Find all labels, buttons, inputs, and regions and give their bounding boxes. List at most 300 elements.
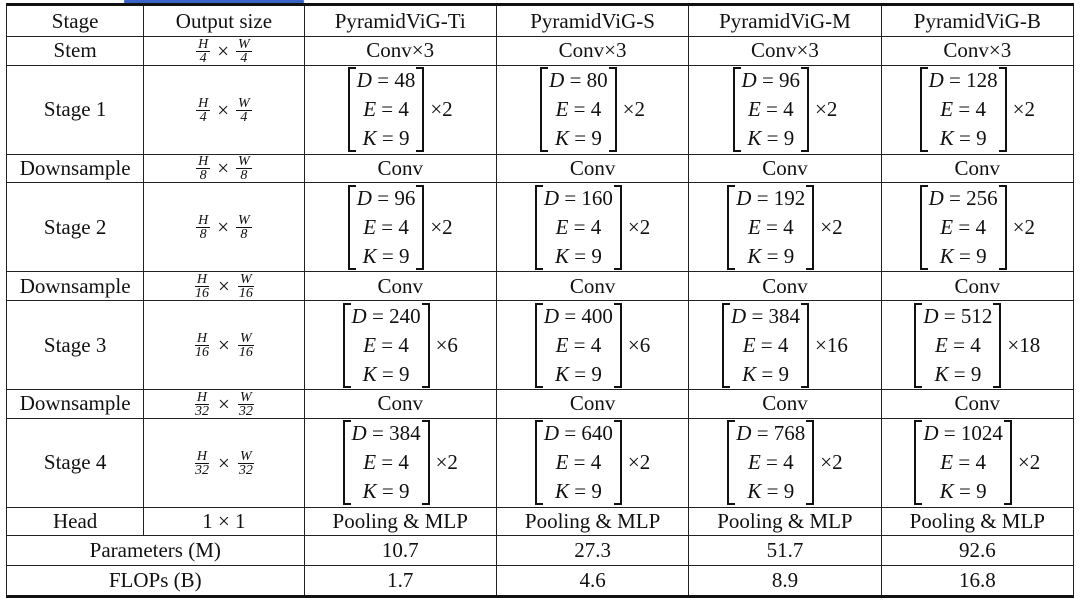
matrix-value: 128 — [966, 68, 998, 93]
row-label: Parameters (M) — [7, 535, 305, 565]
output-size-cell — [144, 418, 304, 507]
matrix-variable: E — [940, 214, 954, 239]
row-label: Stage 4 — [7, 418, 144, 507]
output-size-cell — [144, 65, 304, 154]
matrix-line — [736, 213, 805, 242]
matrix-line — [929, 95, 998, 124]
op-cell: Pooling & MLP — [304, 507, 496, 535]
matrix-line — [736, 448, 805, 477]
equals-sign: = — [376, 332, 399, 357]
block-matrix — [914, 302, 1001, 389]
block-matrix — [535, 302, 622, 389]
matrix-line — [731, 360, 800, 389]
equals-sign: = — [943, 185, 967, 210]
matrix-value: 9 — [783, 126, 795, 151]
block-config — [535, 184, 650, 271]
matrix-variable: E — [363, 97, 377, 122]
block-config — [914, 419, 1040, 506]
matrix-variable: D — [356, 185, 372, 210]
block-config — [348, 66, 453, 153]
matrix-value: 4 — [975, 214, 986, 239]
block-repeat: ×18 — [1007, 332, 1041, 357]
fraction-numerator: W — [238, 36, 250, 52]
block-cell — [304, 183, 496, 272]
equals-sign: = — [947, 332, 971, 357]
matrix-line — [352, 419, 421, 448]
matrix-value: 96 — [394, 185, 416, 210]
equals-sign: = — [760, 97, 784, 122]
block-repeat: ×16 — [815, 332, 848, 357]
fraction-numerator: H — [196, 330, 208, 346]
equals-sign: = — [376, 126, 399, 151]
matrix-value: 9 — [976, 243, 987, 268]
value-cell: 16.8 — [881, 565, 1073, 596]
op-cell: Conv — [304, 272, 496, 301]
block-repeat: ×2 — [430, 97, 453, 122]
matrix-value: 640 — [581, 421, 613, 446]
matrix-variable: K — [554, 361, 569, 386]
matrix-value: 256 — [966, 185, 998, 210]
matrix-value: 9 — [591, 479, 602, 504]
block-matrix — [540, 66, 617, 153]
architecture-table — [6, 3, 1074, 598]
stage-row-2 — [7, 183, 1074, 272]
fraction — [237, 273, 255, 300]
matrix-variable: E — [555, 332, 569, 357]
block-repeat: ×2 — [1012, 214, 1035, 239]
fraction-denominator: 32 — [238, 403, 253, 419]
equals-sign: = — [938, 421, 961, 446]
equals-sign: = — [761, 126, 784, 151]
block-cell — [304, 65, 496, 154]
matrix-variable: E — [363, 214, 377, 239]
fraction — [237, 450, 255, 477]
matrix-line — [352, 448, 421, 477]
matrix-value: 9 — [783, 243, 795, 268]
matrix-value: 96 — [779, 68, 801, 93]
matrix-value: 768 — [773, 421, 806, 446]
matrix-value: 9 — [398, 126, 410, 151]
matrix-value: 4 — [975, 450, 986, 475]
block-cell — [496, 65, 688, 154]
matrix-variable: E — [747, 450, 761, 475]
row-label: Downsample — [7, 272, 144, 301]
fraction — [193, 332, 211, 359]
matrix-variable: E — [742, 332, 756, 357]
downsample-row-3 — [7, 390, 1074, 419]
block-matrix — [920, 66, 1007, 153]
matrix-variable: D — [543, 303, 560, 328]
fraction — [196, 38, 210, 65]
matrix-value: 9 — [398, 361, 410, 386]
matrix-value: 4 — [777, 332, 789, 357]
matrix-line — [544, 419, 613, 448]
op-cell: Conv — [304, 390, 496, 419]
row-label: Downsample — [7, 154, 144, 183]
fraction — [237, 391, 255, 418]
fraction-denominator: 16 — [194, 344, 209, 360]
matrix-line — [929, 124, 998, 153]
matrix-variable: E — [747, 97, 761, 122]
op-cell: Conv — [881, 154, 1073, 183]
fraction-denominator: 8 — [199, 168, 207, 184]
stage-row-3 — [7, 301, 1074, 390]
fraction-denominator: 8 — [199, 227, 207, 243]
matrix-value: 4 — [783, 450, 794, 475]
matrix-line — [736, 184, 805, 213]
downsample-row-1 — [7, 154, 1074, 183]
matrix-line — [352, 331, 421, 360]
header-model-b: PyramidViG-B — [881, 5, 1073, 37]
row-label: Downsample — [7, 390, 144, 419]
matrix-variable: E — [747, 214, 761, 239]
matrix-variable: E — [363, 332, 377, 357]
op-cell: Conv — [881, 272, 1073, 301]
block-repeat: ×2 — [820, 450, 843, 475]
block-cell — [689, 301, 881, 390]
block-repeat: ×2 — [627, 214, 651, 239]
fraction-numerator: W — [239, 272, 252, 288]
times-symbol: × — [217, 97, 230, 122]
matrix-line — [929, 66, 998, 95]
matrix-value: 9 — [783, 479, 795, 504]
output-size-cell — [144, 37, 304, 66]
matrix-line — [352, 302, 421, 331]
matrix-variable: E — [935, 332, 948, 357]
block-config — [535, 302, 650, 389]
matrix-value: 4 — [590, 450, 602, 475]
equals-sign: = — [568, 214, 591, 239]
stage-row-1 — [7, 65, 1074, 154]
block-config — [727, 184, 842, 271]
block-cell — [496, 183, 688, 272]
block-repeat: ×2 — [435, 450, 458, 475]
matrix-variable: K — [554, 243, 569, 268]
matrix-variable: D — [923, 421, 939, 446]
row-label: Stage 1 — [7, 65, 144, 154]
fraction — [193, 450, 211, 477]
architecture-table-wrapper — [6, 3, 1074, 598]
block-matrix — [914, 419, 1012, 506]
block-matrix — [727, 184, 814, 271]
fraction — [196, 155, 210, 182]
matrix-line — [929, 242, 998, 271]
matrix-line — [923, 448, 1003, 477]
matrix-line — [923, 419, 1003, 448]
matrix-line — [544, 360, 613, 389]
matrix-variable: K — [934, 361, 949, 386]
equals-sign: = — [953, 479, 977, 504]
matrix-line — [357, 213, 416, 242]
op-cell: Conv — [689, 390, 881, 419]
op-cell: Pooling & MLP — [689, 507, 881, 535]
fraction — [236, 155, 252, 182]
matrix-line — [544, 213, 613, 242]
matrix-line — [544, 184, 613, 213]
head-row — [7, 507, 1074, 535]
fraction-denominator: 8 — [240, 227, 248, 243]
times-symbol: × — [217, 274, 230, 299]
times-symbol: × — [217, 38, 230, 63]
matrix-variable: K — [742, 361, 757, 386]
block-matrix — [343, 419, 430, 506]
output-size-cell — [144, 390, 304, 419]
fraction-numerator: H — [196, 389, 208, 405]
block-cell — [689, 418, 881, 507]
op-cell: Pooling & MLP — [496, 507, 688, 535]
matrix-value: 4 — [783, 214, 794, 239]
downsample-row-2 — [7, 272, 1074, 301]
fraction-denominator: 4 — [199, 109, 207, 125]
times-symbol: × — [217, 215, 230, 240]
fraction-denominator: 8 — [240, 168, 248, 184]
value-cell: 4.6 — [496, 565, 688, 596]
params-row — [7, 535, 1074, 565]
block-repeat: ×2 — [622, 97, 646, 122]
op-cell: Conv — [881, 390, 1073, 419]
matrix-variable: D — [351, 303, 367, 328]
equals-sign: = — [569, 361, 592, 386]
output-size-cell: 1 × 1 — [144, 507, 304, 535]
matrix-variable: K — [362, 361, 377, 386]
table-body — [7, 37, 1074, 597]
block-cell — [881, 183, 1073, 272]
times-symbol: × — [217, 156, 230, 181]
matrix-line — [736, 477, 805, 506]
block-cell — [881, 65, 1073, 154]
op-cell: Conv×3 — [881, 37, 1073, 66]
fraction-numerator: H — [196, 272, 208, 288]
fraction — [193, 273, 211, 300]
value-cell: 1.7 — [304, 565, 496, 596]
equals-sign: = — [366, 303, 390, 328]
matrix-value: 4 — [398, 97, 409, 122]
fraction-numerator: W — [238, 95, 250, 111]
equals-sign: = — [376, 214, 399, 239]
matrix-variable: K — [362, 243, 377, 268]
matrix-value: 4 — [398, 214, 409, 239]
block-cell — [304, 418, 496, 507]
fraction-numerator: H — [198, 36, 209, 52]
matrix-line — [742, 95, 801, 124]
block-cell — [304, 301, 496, 390]
block-matrix — [343, 302, 430, 389]
header-stage: Stage — [7, 5, 144, 37]
op-cell: Conv — [689, 272, 881, 301]
block-cell — [689, 65, 881, 154]
matrix-variable: D — [543, 421, 560, 446]
equals-sign: = — [559, 185, 582, 210]
matrix-variable: E — [555, 214, 569, 239]
matrix-line — [357, 95, 416, 124]
fraction-numerator: W — [238, 213, 250, 229]
matrix-line — [549, 66, 608, 95]
matrix-variable: D — [543, 185, 560, 210]
matrix-value: 9 — [398, 243, 410, 268]
fraction-denominator: 4 — [240, 50, 248, 66]
block-config — [733, 66, 838, 153]
fraction — [237, 332, 255, 359]
matrix-variable: D — [928, 185, 944, 210]
matrix-value: 240 — [389, 303, 421, 328]
value-cell: 51.7 — [689, 535, 881, 565]
equals-sign: = — [569, 126, 592, 151]
block-config — [914, 302, 1040, 389]
fraction-numerator: W — [239, 330, 252, 346]
block-matrix — [348, 184, 425, 271]
op-cell: Conv — [496, 272, 688, 301]
block-repeat: ×2 — [1012, 97, 1035, 122]
header-model-ti: PyramidViG-Ti — [304, 5, 496, 37]
op-cell: Conv×3 — [496, 37, 688, 66]
matrix-variable: K — [939, 243, 954, 268]
equals-sign: = — [953, 450, 976, 475]
op-cell: Pooling & MLP — [881, 507, 1073, 535]
times-symbol: × — [217, 332, 230, 357]
matrix-line — [923, 331, 992, 360]
fraction — [196, 97, 210, 124]
block-config — [348, 184, 453, 271]
fraction-numerator: W — [239, 448, 252, 464]
matrix-variable: D — [356, 68, 372, 93]
matrix-variable: E — [940, 97, 954, 122]
matrix-value: 4 — [398, 332, 409, 357]
equals-sign: = — [366, 421, 390, 446]
equals-sign: = — [376, 479, 399, 504]
fraction-denominator: 4 — [199, 50, 207, 66]
equals-sign: = — [568, 332, 591, 357]
value-cell: 10.7 — [304, 535, 496, 565]
matrix-variable: E — [555, 97, 569, 122]
matrix-value: 160 — [581, 185, 613, 210]
output-size-cell — [144, 301, 304, 390]
equals-sign: = — [569, 243, 592, 268]
matrix-variable: E — [940, 450, 954, 475]
matrix-variable: D — [736, 185, 752, 210]
block-repeat: ×2 — [627, 450, 651, 475]
times-symbol: × — [217, 391, 230, 416]
block-matrix — [727, 419, 814, 506]
matrix-line — [357, 184, 416, 213]
row-label: Stage 2 — [7, 183, 144, 272]
equals-sign: = — [761, 479, 784, 504]
equals-sign: = — [751, 185, 774, 210]
equals-sign: = — [760, 214, 784, 239]
matrix-variable: K — [362, 126, 377, 151]
row-label: Stage 3 — [7, 301, 144, 390]
matrix-line — [929, 213, 998, 242]
matrix-line — [357, 66, 416, 95]
equals-sign: = — [559, 421, 582, 446]
value-cell: 92.6 — [881, 535, 1073, 565]
stage-row-4 — [7, 418, 1074, 507]
equals-sign: = — [760, 450, 784, 475]
fraction-numerator: H — [198, 213, 209, 229]
equals-sign: = — [376, 450, 399, 475]
fraction-numerator: W — [239, 389, 252, 405]
matrix-line — [549, 124, 608, 153]
matrix-line — [544, 331, 613, 360]
matrix-value: 9 — [398, 479, 410, 504]
equals-sign: = — [376, 97, 399, 122]
times-symbol: × — [217, 450, 230, 475]
equals-sign: = — [376, 243, 399, 268]
value-cell: 27.3 — [496, 535, 688, 565]
matrix-variable: E — [363, 450, 377, 475]
matrix-variable: D — [741, 68, 757, 93]
fraction-numerator: H — [198, 95, 209, 111]
matrix-value: 4 — [398, 450, 409, 475]
equals-sign: = — [953, 126, 977, 151]
matrix-value: 400 — [581, 303, 613, 328]
row-label: Stem — [7, 37, 144, 66]
fraction-denominator: 32 — [238, 462, 253, 478]
matrix-variable: D — [351, 421, 367, 446]
fraction-numerator: H — [196, 448, 208, 464]
matrix-line — [544, 302, 613, 331]
output-size-cell — [144, 154, 304, 183]
matrix-line — [736, 419, 805, 448]
output-size-cell — [144, 183, 304, 272]
matrix-value: 9 — [591, 126, 602, 151]
block-config — [722, 302, 848, 389]
op-cell: Conv×3 — [689, 37, 881, 66]
block-matrix — [722, 302, 809, 389]
matrix-value: 384 — [768, 303, 801, 328]
block-repeat: ×6 — [435, 332, 458, 357]
equals-sign: = — [953, 243, 977, 268]
matrix-value: 4 — [590, 97, 602, 122]
matrix-value: 80 — [586, 68, 608, 93]
matrix-value: 4 — [590, 332, 602, 357]
matrix-line — [742, 66, 801, 95]
matrix-value: 9 — [591, 361, 602, 386]
fraction — [236, 97, 252, 124]
op-cell: Conv — [304, 154, 496, 183]
matrix-value: 9 — [976, 126, 987, 151]
matrix-variable: K — [747, 243, 762, 268]
matrix-value: 192 — [773, 185, 806, 210]
matrix-variable: K — [554, 479, 569, 504]
matrix-line — [742, 124, 801, 153]
block-repeat: ×2 — [820, 214, 843, 239]
equals-sign: = — [376, 361, 399, 386]
matrix-value: 9 — [976, 479, 987, 504]
matrix-value: 9 — [591, 243, 602, 268]
matrix-variable: D — [736, 421, 752, 446]
block-matrix — [920, 184, 1007, 271]
block-config — [343, 302, 458, 389]
row-label: FLOPs (B) — [7, 565, 305, 596]
matrix-line — [731, 302, 800, 331]
equals-sign: = — [559, 303, 582, 328]
matrix-value: 9 — [778, 361, 789, 386]
matrix-line — [357, 124, 416, 153]
header-model-s: PyramidViG-S — [496, 5, 688, 37]
matrix-line — [357, 242, 416, 271]
block-repeat: ×2 — [815, 97, 838, 122]
block-matrix — [348, 66, 425, 153]
matrix-variable: K — [554, 126, 569, 151]
matrix-line — [549, 95, 608, 124]
matrix-line — [923, 302, 992, 331]
block-cell — [689, 183, 881, 272]
equals-sign: = — [948, 361, 971, 386]
equals-sign: = — [569, 479, 592, 504]
matrix-value: 4 — [975, 97, 986, 122]
header-row — [7, 5, 1074, 37]
fraction-denominator: 32 — [194, 462, 209, 478]
